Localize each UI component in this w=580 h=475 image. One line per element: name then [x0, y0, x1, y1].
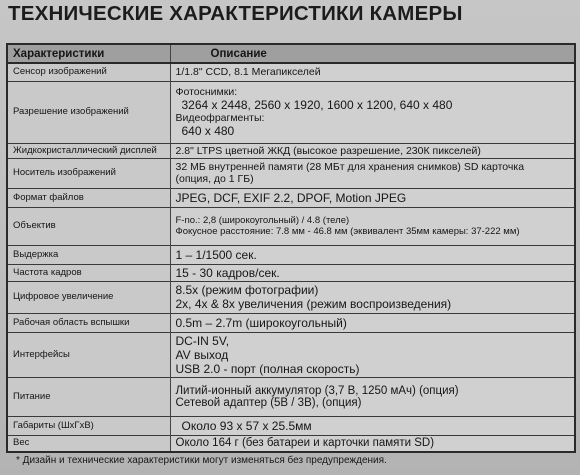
row-label: Объектив: [7, 207, 170, 245]
table-row: [7, 207, 575, 245]
row-label: Цифровое увеличение: [7, 281, 170, 313]
page-title: ТЕХНИЧЕСКИЕ ХАРАКТЕРИСТИКИ КАМЕРЫ: [8, 2, 463, 25]
table-row: [7, 416, 575, 435]
table-row: [7, 245, 575, 264]
value-line: DC-IN 5V,: [175, 333, 230, 348]
row-value: [170, 313, 575, 332]
row-value: [170, 435, 575, 452]
row-label: Интерфейсы: [7, 332, 170, 377]
row-label: Жидкокристаллический дисплей: [7, 143, 170, 158]
row-value: [170, 377, 575, 416]
value-line: 15 - 30 кадров/сек.: [175, 265, 280, 280]
table-row: [7, 332, 575, 377]
value-line: AV выход: [175, 347, 229, 362]
value-line: JPEG, DCF, EXIF 2.2, DPOF, Motion JPEG: [175, 190, 407, 205]
row-value: [170, 207, 575, 245]
value-line: 2x, 4x & 8x увеличения (режим воспроизведения): [175, 297, 452, 311]
row-value: [170, 281, 575, 313]
table-header-row: [7, 44, 575, 63]
row-value: [170, 188, 575, 207]
value-line: F-no.: 2,8 (широкоугольный) / 4.8 (теле): [175, 215, 350, 226]
row-label: Носитель изображений: [7, 158, 170, 188]
row-label: Сенсор изображений: [7, 63, 170, 81]
column-header-characteristics: Характеристики: [7, 44, 170, 63]
value-line: 8.5x (режим фотографии): [175, 283, 319, 297]
value-line: 32 МБ внутренней памяти (28 МБт для хранения снимков) SD карточка: [175, 161, 525, 173]
row-value: [170, 416, 575, 435]
row-value: [170, 245, 575, 264]
row-label: Частота кадров: [7, 264, 170, 281]
table-row: [7, 158, 575, 188]
table-row: [7, 264, 575, 281]
table-row: [7, 377, 575, 416]
row-value: [170, 264, 575, 281]
value-line: 3264 x 2448, 2560 x 1920, 1600 x 1200, 640 x 480: [181, 98, 453, 112]
value-line: 1 – 1/1500 сек.: [175, 247, 257, 262]
value-line: Фотоснимки:: [175, 86, 238, 98]
row-value: [170, 158, 575, 188]
column-header-description: Описание: [170, 44, 575, 63]
row-value: [170, 81, 575, 143]
value-line: Видеофрагменты:: [175, 112, 265, 124]
table-row: [7, 143, 575, 158]
disclaimer-note: * Дизайн и технические характеристики могут изменяться без предупреждения.: [16, 455, 387, 466]
row-value: [170, 332, 575, 377]
row-label: Выдержка: [7, 245, 170, 264]
table-row: [7, 188, 575, 207]
value-line: (опция, до 1 ГБ): [175, 173, 254, 185]
value-line: Литий-ионный аккумулятор (3,7 В, 1250 мАч) (опция): [175, 384, 459, 397]
table-row: [7, 81, 575, 143]
spec-table: [6, 43, 576, 453]
row-label: Разрешение изображений: [7, 81, 170, 143]
value-line: Фокусное расстояние: 7.8 мм - 46.8 мм (эквивалент 35мм камеры: 37-222 мм): [175, 226, 520, 237]
value-line: 640 x 480: [181, 124, 235, 138]
table-row: [7, 63, 575, 81]
value-line: 2.8" LTPS цветной ЖКД (высокое разрешение, 230К пикселей): [175, 144, 481, 157]
value-line: Сетевой адаптер (5В / 3В), (опция): [175, 396, 362, 409]
row-value: [170, 143, 575, 158]
table-row: [7, 435, 575, 452]
row-label: Рабочая область вспышки: [7, 313, 170, 332]
value-line: Около 93 x 57 x 25.5мм: [181, 418, 312, 433]
value-line: Около 164 г (без батареи и карточки памяти SD): [175, 437, 435, 450]
row-label: Питание: [7, 377, 170, 416]
value-line: 1/1.8" CCD, 8.1 Мегапикселей: [175, 66, 321, 79]
row-label: Габариты (ШхГхВ): [7, 416, 170, 435]
table-row: [7, 313, 575, 332]
row-value: [170, 63, 575, 81]
value-line: USB 2.0 - порт (полная скорость): [175, 361, 360, 376]
row-label: Формат файлов: [7, 188, 170, 207]
row-label: Вес: [7, 435, 170, 452]
table-row: [7, 281, 575, 313]
value-line: 0.5m – 2.7m (широкоугольный): [175, 315, 347, 330]
